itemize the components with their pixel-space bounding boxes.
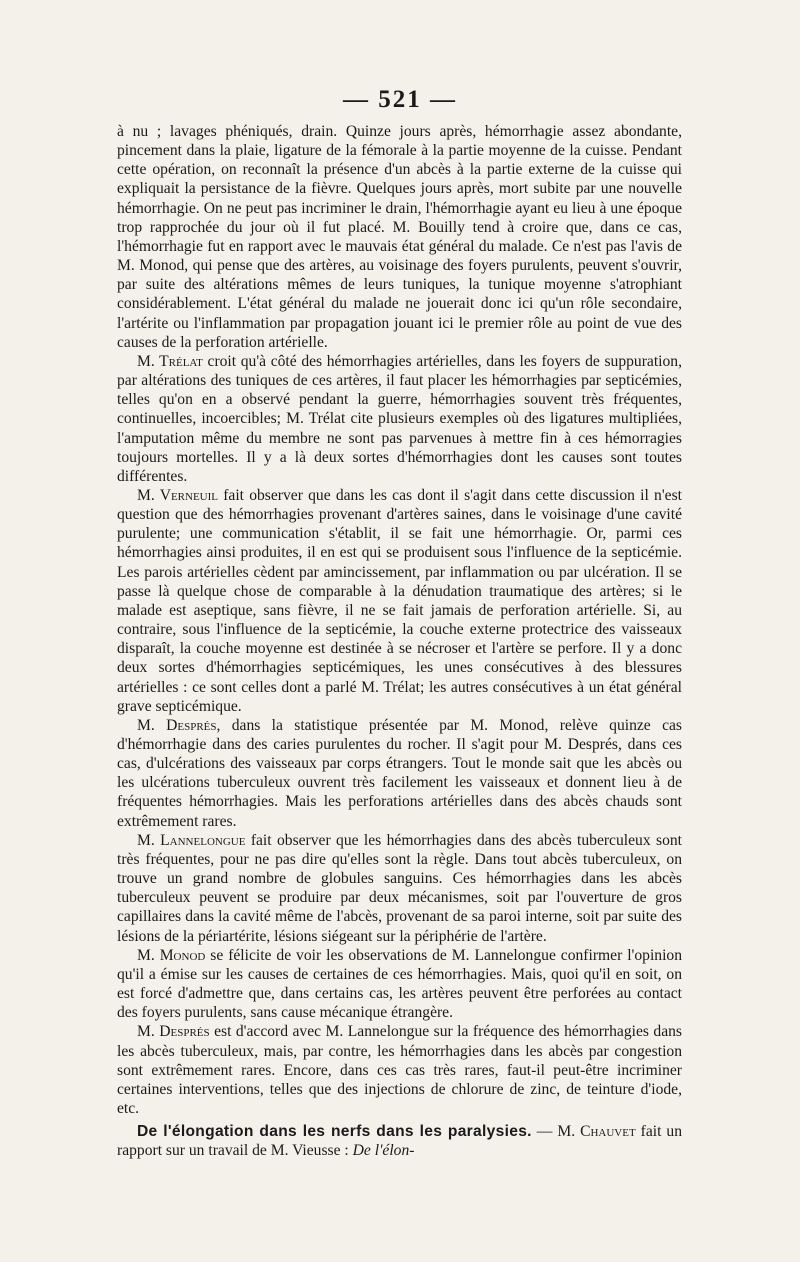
paragraph-text: croit qu'à côté des hémorrhagies artérielles, dans les foyers de suppuration, par altérations des tuniques de ces artères, il faut placer les hémorrhagies par septicémies, telles qu'on en a observé pendant la guerre, hémorrhagies souvent très fréquentes, continuelles, incoercibles; M. Trélat cite plusieurs exemples où des ligatures multipliées, l'amputation même du membre ne sont pas parvenues à mettre fin à ces hémorragies toujours mortelles. Il y a là deux sortes d'hémorrhagies dont les causes sont toutes différentes.	[117, 352, 682, 485]
paragraph-1	[117, 122, 682, 352]
section-paragraph	[117, 1122, 682, 1160]
paragraph-6	[117, 946, 682, 1023]
paragraph-7	[117, 1022, 682, 1118]
paragraph-text: , dans la statistique présentée par M. Monod, relève quinze cas d'hémorrhagie dans des caries purulentes du rocher. Il s'agit pour M. Després, dans ces cas, d'ulcérations des vaisseaux par corps étrangers. Tout le monde sait que les abcès ou les ulcérations tuberculeux ouvrent très facilement les vaisseaux et donnent lieu à de fréquentes hémorrhagies. Mais les perforations artérielles dans des abcès chauds sont extrêmement rares.	[117, 716, 682, 830]
main-text	[117, 122, 682, 1118]
paragraph-text: à nu ; lavages phéniqués, drain. Quinze jours après, hémorrhagie assez abondante, pincement dans la plaie, ligature de la fémorale à la partie moyenne de la cuisse. Pendant cette opération, on reconnaît la présence d'un abcès à la partie externe de la cuisse qui expliquait la persistance de la fièvre. Quelques jours après, mort subite par une nouvelle hémorrhagie. On ne peut pas incriminer le drain, l'hémorrhagie ayant eu lieu à une époque trop rapprochée du jour où il fut placé. M. Bouilly tend à croire que, dans ce cas, l'hémorrhagie fut en rapport avec le mauvais état général du malade. Ce n'est pas l'avis de M. Monod, qui pense que des artères, au voisinage des foyers purulents, peuvent s'ouvrir, par suite des altérations mêmes de leurs tuniques, la tunique moyenne s'atrophiant considérablement. L'état général du malade ne jouerait donc ici qu'un rôle secondaire, l'artérite ou l'inflammation par propagation jouant ici le premier rôle au point de vue des causes de la perforation artérielle.	[117, 123, 682, 351]
paragraph-text: est d'accord avec M. Lannelongue sur la fréquence des hémorrhagies dans les abcès tuberculeux, mais, par contre, les hémorrhagies dans les abcès par congestion sont extrêmement rares. Encore, dans ces cas très rares, faut-il peut-être incriminer certaines interventions, telles que des injections de chlorure de zinc, de teinture d'iode, etc.	[117, 1023, 682, 1117]
section-dash: —	[531, 1123, 558, 1140]
speaker-name: M. Després	[137, 1023, 210, 1041]
paragraph-2	[117, 352, 682, 486]
paragraph-text: fait observer que dans les cas dont il s'agit dans cette discussion il n'est question que des hémorrhagies provenant d'artères saines, dans le voisinage d'une cavité purulente; une communication s'établit, il se fait une hémorrhagie. Or, parmi ces hémorrhagies ainsi produites, il en est qui se produisent sous l'influence de la septicémie. Les parois artérielles cèdent par amincissement, par inflammation ou par ulcération. Il se passe là quelque chose de comparable à la dénudation traumatique des artères; si le malade est aseptique, sans fièvre, il ne se fait jamais de perforation artérielle. Si, au contraire, sous l'influence de la septicémie, la couche externe protectrice des vaisseaux disparaît, la couche moyenne est destinée à se nécroser et l'artère se perfore. Il y a donc deux sortes d'hémorrhagies septicémiques, les unes consécutives à des blessures artérielles : ce sont celles dont a parlé M. Trélat; les autres consécutives à un état général grave septicémique.	[117, 486, 682, 715]
speaker-name: M. Verneuil	[137, 486, 218, 504]
paragraph-text: se félicite de voir les observations de M. Lannelongue confirmer l'opinion qu'il a émise sur les causes de certaines de ces hémorrhagies. Mais, quoi qu'il en soit, on est forcé d'admettre que, dans certains cas, les artères peuvent être perforées au contact des foyers purulents, sans cause mécanique étrangère.	[117, 946, 682, 1022]
speaker-name: M. Chauvet	[557, 1123, 636, 1140]
section-block	[117, 1122, 682, 1160]
speaker-name: M. Lannelongue	[137, 831, 246, 849]
speaker-name: M. Monod	[137, 946, 206, 964]
speaker-name: M. Després	[137, 716, 217, 734]
paragraph-5	[117, 831, 682, 946]
paragraph-text: fait observer que les hémorrhagies dans des abcès tuberculeux sont très fréquentes, pour ne pas dire qu'elles sont la règle. Dans tout abcès tuberculeux, on trouve un grand nombre de globules sanguins. Ces hémorrhagies dans les abcès tuberculeux peuvent se produire par deux mécanismes, soit par l'ouverture de gros capillaires dans la cavité même de l'abcès, provenant de sa paroi interne, soit par suite des lésions de la périartérite, lésions siégeant sur la périphérie de l'artère.	[117, 831, 682, 945]
speaker-name: M. Trélat	[137, 352, 203, 370]
section-title: De l'élongation dans les nerfs dans les paralysies.	[137, 1123, 532, 1140]
page-number: — 521 —	[343, 86, 457, 113]
section-text: fait un rapport sur un travail de M. Vieusse :	[117, 1123, 683, 1160]
paragraph-3	[117, 486, 682, 716]
section-italic-title: De l'élon-	[352, 1142, 415, 1160]
paragraph-4	[117, 716, 682, 831]
